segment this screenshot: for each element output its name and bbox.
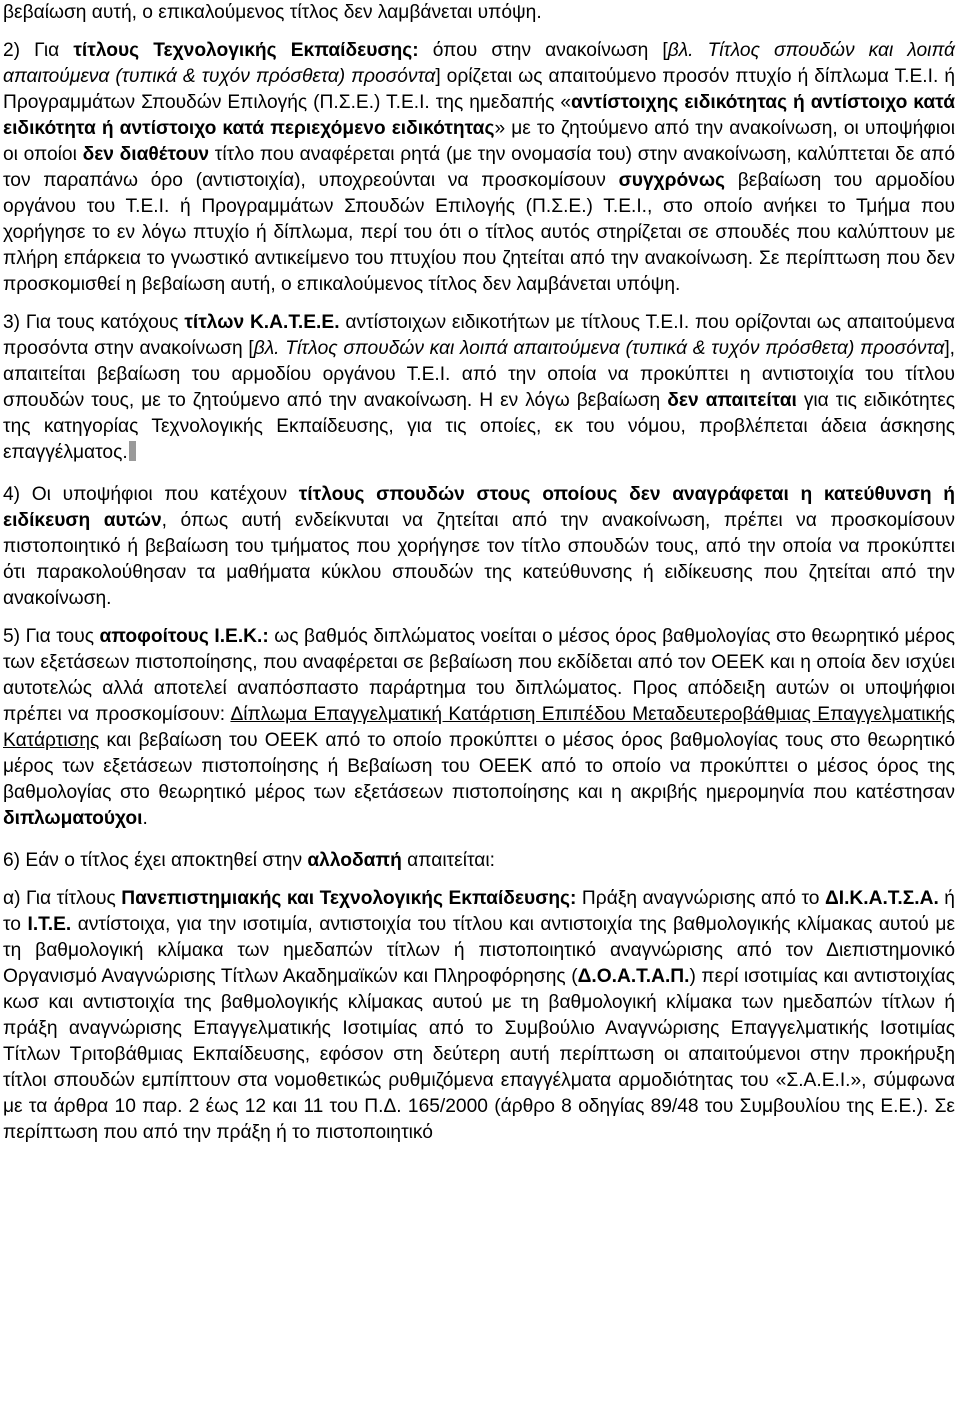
text-run: όπου στην ανακοίνωση [ (418, 40, 668, 61)
text-cursor-mark (129, 441, 136, 461)
text-run: βεβαίωση αυτή, ο επικαλούμενος τίτλος δεν λαμβάνεται υπόψη. (3, 2, 542, 23)
text-run: , όπως αυτή ενδείκνυται να ζητείται από την ανακοίνωση, πρέπει να προσκομίσουν πιστοποιητικό ή βεβαίωση του τμήματος που χορήγησε τον τίτλο σπουδών τους, από την οποία να προκύπτει ότι παρακολούθησαν τα μαθήματα κύκλου σπουδών της κατεύθυνσης ή ειδίκευσης που ζητείται από την ανακοίνωση. (3, 510, 955, 609)
bold-run: Ι.Τ.Ε. (27, 914, 72, 935)
bold-run: δεν απαιτείται (667, 390, 797, 411)
text-run: α) Για τίτλους (3, 888, 122, 909)
underlined-run: Δίπλωμα Επαγγελματική Κατάρτιση Επιπέδου Μεταδευτεροβάθμιας Επαγγελματικής Κατάρτισης (3, 704, 955, 751)
bold-run: Πανεπιστημιακής και Τεχνολογικής Εκπαίδευσης: (121, 888, 577, 909)
bold-run: τίτλους σπουδών στους οποίους δεν αναγράφεται η κατεύθυνση ή ειδίκευση αυτών (3, 484, 955, 531)
text-run: ή το (3, 888, 955, 935)
text-run: 6) Εάν ο τίτλος έχει αποκτηθεί στην (3, 850, 308, 871)
text-run: ) περί ισοτιμίας και αντιστοιχίας κωσ και αντιστοιχία της βαθμολογικής κλίμακας αυτού με τη βαθμολογική κλίμακα των ημεδαπών τίτλων ή πράξη αναγνώρισης Επαγγελματικής Ισοτιμίας από το Συμβούλιο Αναγνώρισης Επαγγελματικής Ισοτιμίας Τίτλων Τριτοβάθμιας Εκπαίδευσης, εφόσον στη δεύτερη αυτή περίπτωση οι απαιτούμενοι στην προκήρυξη τίτλοι σπουδών εμπίπτουν στα νομοθετικώς ρυθμιζόμενα επαγγέλματα αρμοδιότητας του «Σ.Α.Ε.Ι.», σύμφωνα με τα άρθρα 10 παρ. 2 έως 12 και 11 του Π.Δ. 165/2000 (άρθρο 8 οδηγίας 89/48 του Συμβουλίου της Ε.Ε.). Σε περίπτωση που από την πράξη ή το πιστοποιητικό (3, 966, 955, 1143)
bold-run: ΔΙ.Κ.Α.Τ.Σ.Α. (824, 888, 939, 909)
paragraph-item-4-specialization (3, 482, 955, 612)
bold-run: τίτλους Τεχνολογικής Εκπαίδευσης: (73, 40, 419, 61)
bold-run: αποφοίτους Ι.Ε.Κ.: (99, 626, 269, 647)
text-run: απαιτείται: (401, 850, 495, 871)
paragraph-item-2-technological-education (3, 38, 955, 298)
text-run: ], απαιτείται βεβαίωση του αρμοδίου οργάνου Τ.Ε.Ι. από την οποία να προκύπτει η αντιστοιχία του τίτλου σπουδών τους, με το ζητούμενο από την ανακοίνωση. Η εν λόγω βεβαίωση (3, 338, 955, 411)
bold-run: Δ.Ο.Α.Τ.Α.Π. (577, 966, 690, 987)
italic-run: βλ. Τίτλος σπουδών και λοιπά απαιτούμενα (τυπικά & τυχόν πρόσθετα) προσόντα (3, 40, 955, 87)
bold-run: διπλωματούχοι (3, 808, 143, 829)
text-run: » με το ζητούμενο από την ανακοίνωση, οι υποψήφιοι οι οποίοι (3, 118, 955, 165)
text-run: . (142, 808, 148, 829)
paragraph-item-5-iek-graduates (3, 624, 955, 832)
paragraph-item-3-katee-holders (3, 310, 955, 466)
text-run: και βεβαίωση του ΟΕΕΚ από το οποίο προκύπτει ο μέσος όρος βαθμολογίας τους στο θεωρητικό μέρος των εξετάσεων πιστοποίησης ή Βεβαίωση του ΟΕΕΚ από το οποίο να προκύπτει ο μέσος όρος της βαθμολογίας στο θεωρητικό μέρος των εξετάσεων πιστοποίησης και η ακριβής ημερομηνία που κατέστησαν (3, 730, 955, 803)
paragraph-item-6-foreign-degree (3, 848, 955, 874)
text-run: αντίστοιχα, για την ισοτιμία, αντιστοιχία του τίτλου και αντιστοιχία της βαθμολογικής κλίμακας αυτού με τη βαθμολογική κλίμακα των ημεδαπών τίτλων ή πιστοποιητικό αναγνώρισης από τον Διεπιστημονικό Οργανισμό Αναγνώρισης Τίτλων Ακαδημαϊκών και Πληροφόρησης ( (3, 914, 956, 987)
text-run: 2) Για (3, 40, 74, 61)
text-run: Πράξη αναγνώρισης από το (576, 888, 825, 909)
paragraph-item-6a-university-degrees (3, 886, 955, 1146)
bold-run: τίτλων Κ.Α.Τ.Ε.Ε. (184, 312, 340, 333)
bold-run: συγχρόνως (618, 170, 726, 191)
text-run: ] ορίζεται ως απαιτούμενο προσόν πτυχίο ή δίπλωμα Τ.Ε.Ι. ή Προγραμμάτων Σπουδών Επιλογής (Π.Σ.Ε.) Τ.Ε.Ι. της ημεδαπής « (3, 66, 955, 113)
text-run: αντίστοιχων ειδικοτήτων με τίτλους Τ.Ε.Ι. που ορίζονται ως απαιτούμενα προσόντα στην ανακοίνωση [ (3, 312, 955, 359)
bold-run: αλλοδαπή (307, 850, 402, 871)
text-run: για τις ειδικότητες της κατηγορίας Τεχνολογικής Εκπαίδευσης, για τις οποίες, εκ του νόμου, προβλέπεται άδεια άσκησης επαγγέλματος. (3, 390, 955, 463)
text-run: βεβαίωση του αρμοδίου οργάνου του Τ.Ε.Ι. ή Προγραμμάτων Σπουδών Επιλογής (Π.Σ.Ε.) Τ.Ε.Ι., στο οποίο ανήκει το Τμήμα που χορήγησε το εν λόγω πτυχίο ή δίπλωμα, περί του ότι ο τίτλος αυτός στηρίζεται σε σπουδές που καλύπτουν με πλήρη επάρκεια το γνωστικό αντικείμενο του πτυχίου που ζητείται από την ανακοίνωση. Σε περίπτωση που δεν προσκομισθεί η βεβαίωση αυτή, ο επικαλούμενος τίτλος δεν λαμβάνεται υπόψη. (3, 170, 955, 295)
italic-run: βλ. Τίτλος σπουδών και λοιπά απαιτούμενα (τυπικά & τυχόν πρόσθετα) προσόντα (253, 338, 945, 359)
text-run: 4) Οι υποψήφιοι που κατέχουν (3, 484, 299, 505)
text-run: 5) Για τους (3, 626, 100, 647)
paragraph-continuation (3, 0, 955, 26)
bold-run: δεν διαθέτουν (82, 144, 210, 165)
text-run: τίτλο που αναφέρεται ρητά (με την ονομασία του) στην ανακοίνωση, καλύπτεται δε από τον παραπάνω όρο (αντιστοιχία), υποχρεούνται να προσκομίσουν (3, 144, 955, 191)
bold-run: αντίστοιχης ειδικότητας ή αντίστοιχο κατά ειδικότητα ή αντίστοιχο κατά περιεχόμενο ειδικότητας (3, 92, 955, 139)
text-run: 3) Για τους κατόχους (3, 312, 185, 333)
text-run: ως βαθμός διπλώματος νοείται ο μέσος όρος βαθμολογίας στο θεωρητικό μέρος των εξετάσεων πιστοποίησης, που αναφέρεται σε βεβαίωση που εκδίδεται από τον ΟΕΕΚ και η οποία δεν ισχύει αυτοτελώς αλλά αποτελεί αναπόσπαστο παράρτημα του διπλώματος. Προς απόδειξη αυτών οι υποψήφιοι πρέπει να προσκομίσουν: (3, 626, 955, 725)
